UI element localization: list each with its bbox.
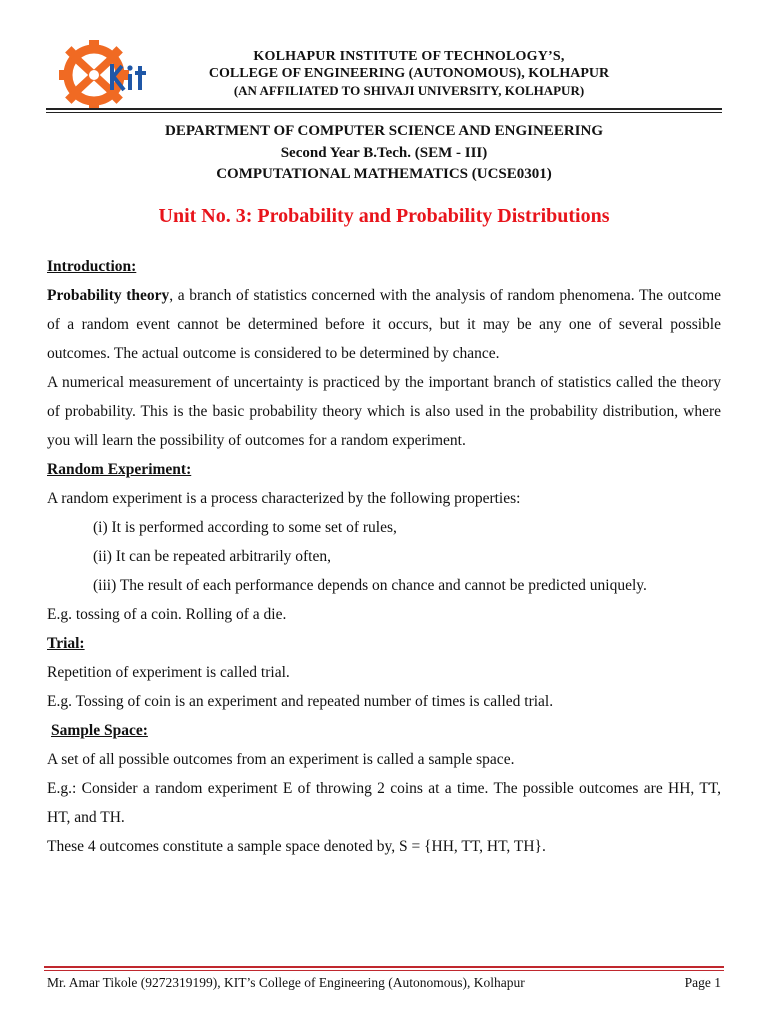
random-property-1: (i) It is performed according to some set of rules, (93, 519, 397, 536)
section-heading-sample-space: Sample Space: (51, 722, 148, 739)
course-title: COMPUTATIONAL MATHEMATICS (UCSE0301) (216, 166, 552, 182)
section-heading-trial: Trial: (47, 635, 85, 652)
section-heading-introduction: Introduction: (47, 258, 137, 275)
page-number: Page 1 (684, 975, 721, 990)
sample-space-definition: A set of all possible outcomes from an experiment is called a sample space. (47, 751, 515, 768)
footer-divider-thin (44, 970, 724, 971)
trial-example: E.g. Tossing of coin is an experiment and repeated number of times is called trial. (47, 693, 554, 710)
intro-paragraph-1-text: , a branch of statistics concerned with the analysis of random phenomena. The outcome of a random event cannot be determined before it occurs, but it may be any one of several possible outcomes. The actual outcome is considered to be determined by chance. (47, 287, 722, 362)
random-experiment-intro: A random experiment is a process characterized by the following properties: (47, 490, 521, 507)
year-semester: Second Year B.Tech. (SEM - III) (280, 144, 488, 161)
sample-space-example: E.g.: Consider a random experiment E of throwing 2 coins at a time. The possible outcomes are HH, TT, HT, and TH. (47, 780, 721, 826)
kit-logo (58, 38, 150, 112)
gear-icon (59, 40, 129, 110)
probability-theory-term: Probability theory (47, 287, 170, 304)
unit-title: Unit No. 3: Probability and Probability Distributions (158, 205, 610, 227)
institute-name-line2: COLLEGE OF ENGINEERING (AUTONOMOUS), KOLHAPUR (208, 66, 610, 81)
institute-header (150, 48, 668, 99)
department-block (46, 121, 722, 186)
intro-paragraph-2: A numerical measurement of uncertainty is practiced by the important branch of statistics called the theory of probability. This is the basic probability theory which is also used in the probability distribution, where you will learn the possibility of outcomes for a random experiment. (47, 374, 721, 449)
department-name: DEPARTMENT OF COMPUTER SCIENCE AND ENGINEERING (165, 123, 603, 139)
trial-definition: Repetition of experiment is called trial. (47, 664, 290, 681)
random-experiment-example: E.g. tossing of a coin. Rolling of a die. (47, 606, 287, 623)
document-body (47, 252, 721, 861)
institute-name-line1: KOLHAPUR INSTITUTE OF TECHNOLOGY’S, (253, 49, 565, 64)
header-divider-thin (46, 112, 722, 113)
sample-space-conclusion: These 4 outcomes constitute a sample space denoted by, S = {HH, TT, HT, TH}. (47, 838, 546, 855)
institute-affiliation: (AN AFFILIATED TO SHIVAJI UNIVERSITY, KOLHAPUR) (233, 83, 585, 98)
random-property-2: (ii) It can be repeated arbitrarily often, (93, 548, 331, 565)
header-divider (46, 108, 722, 110)
intro-paragraph-1 (47, 281, 721, 368)
section-heading-random-experiment: Random Experiment: (47, 461, 192, 478)
footer-divider (44, 966, 724, 968)
footer-author: Mr. Amar Tikole (9272319199), KIT’s College of Engineering (Autonomous), Kolhapur (47, 975, 525, 990)
random-property-3: (iii) The result of each performance depends on chance and cannot be predicted uniquely. (93, 577, 647, 594)
